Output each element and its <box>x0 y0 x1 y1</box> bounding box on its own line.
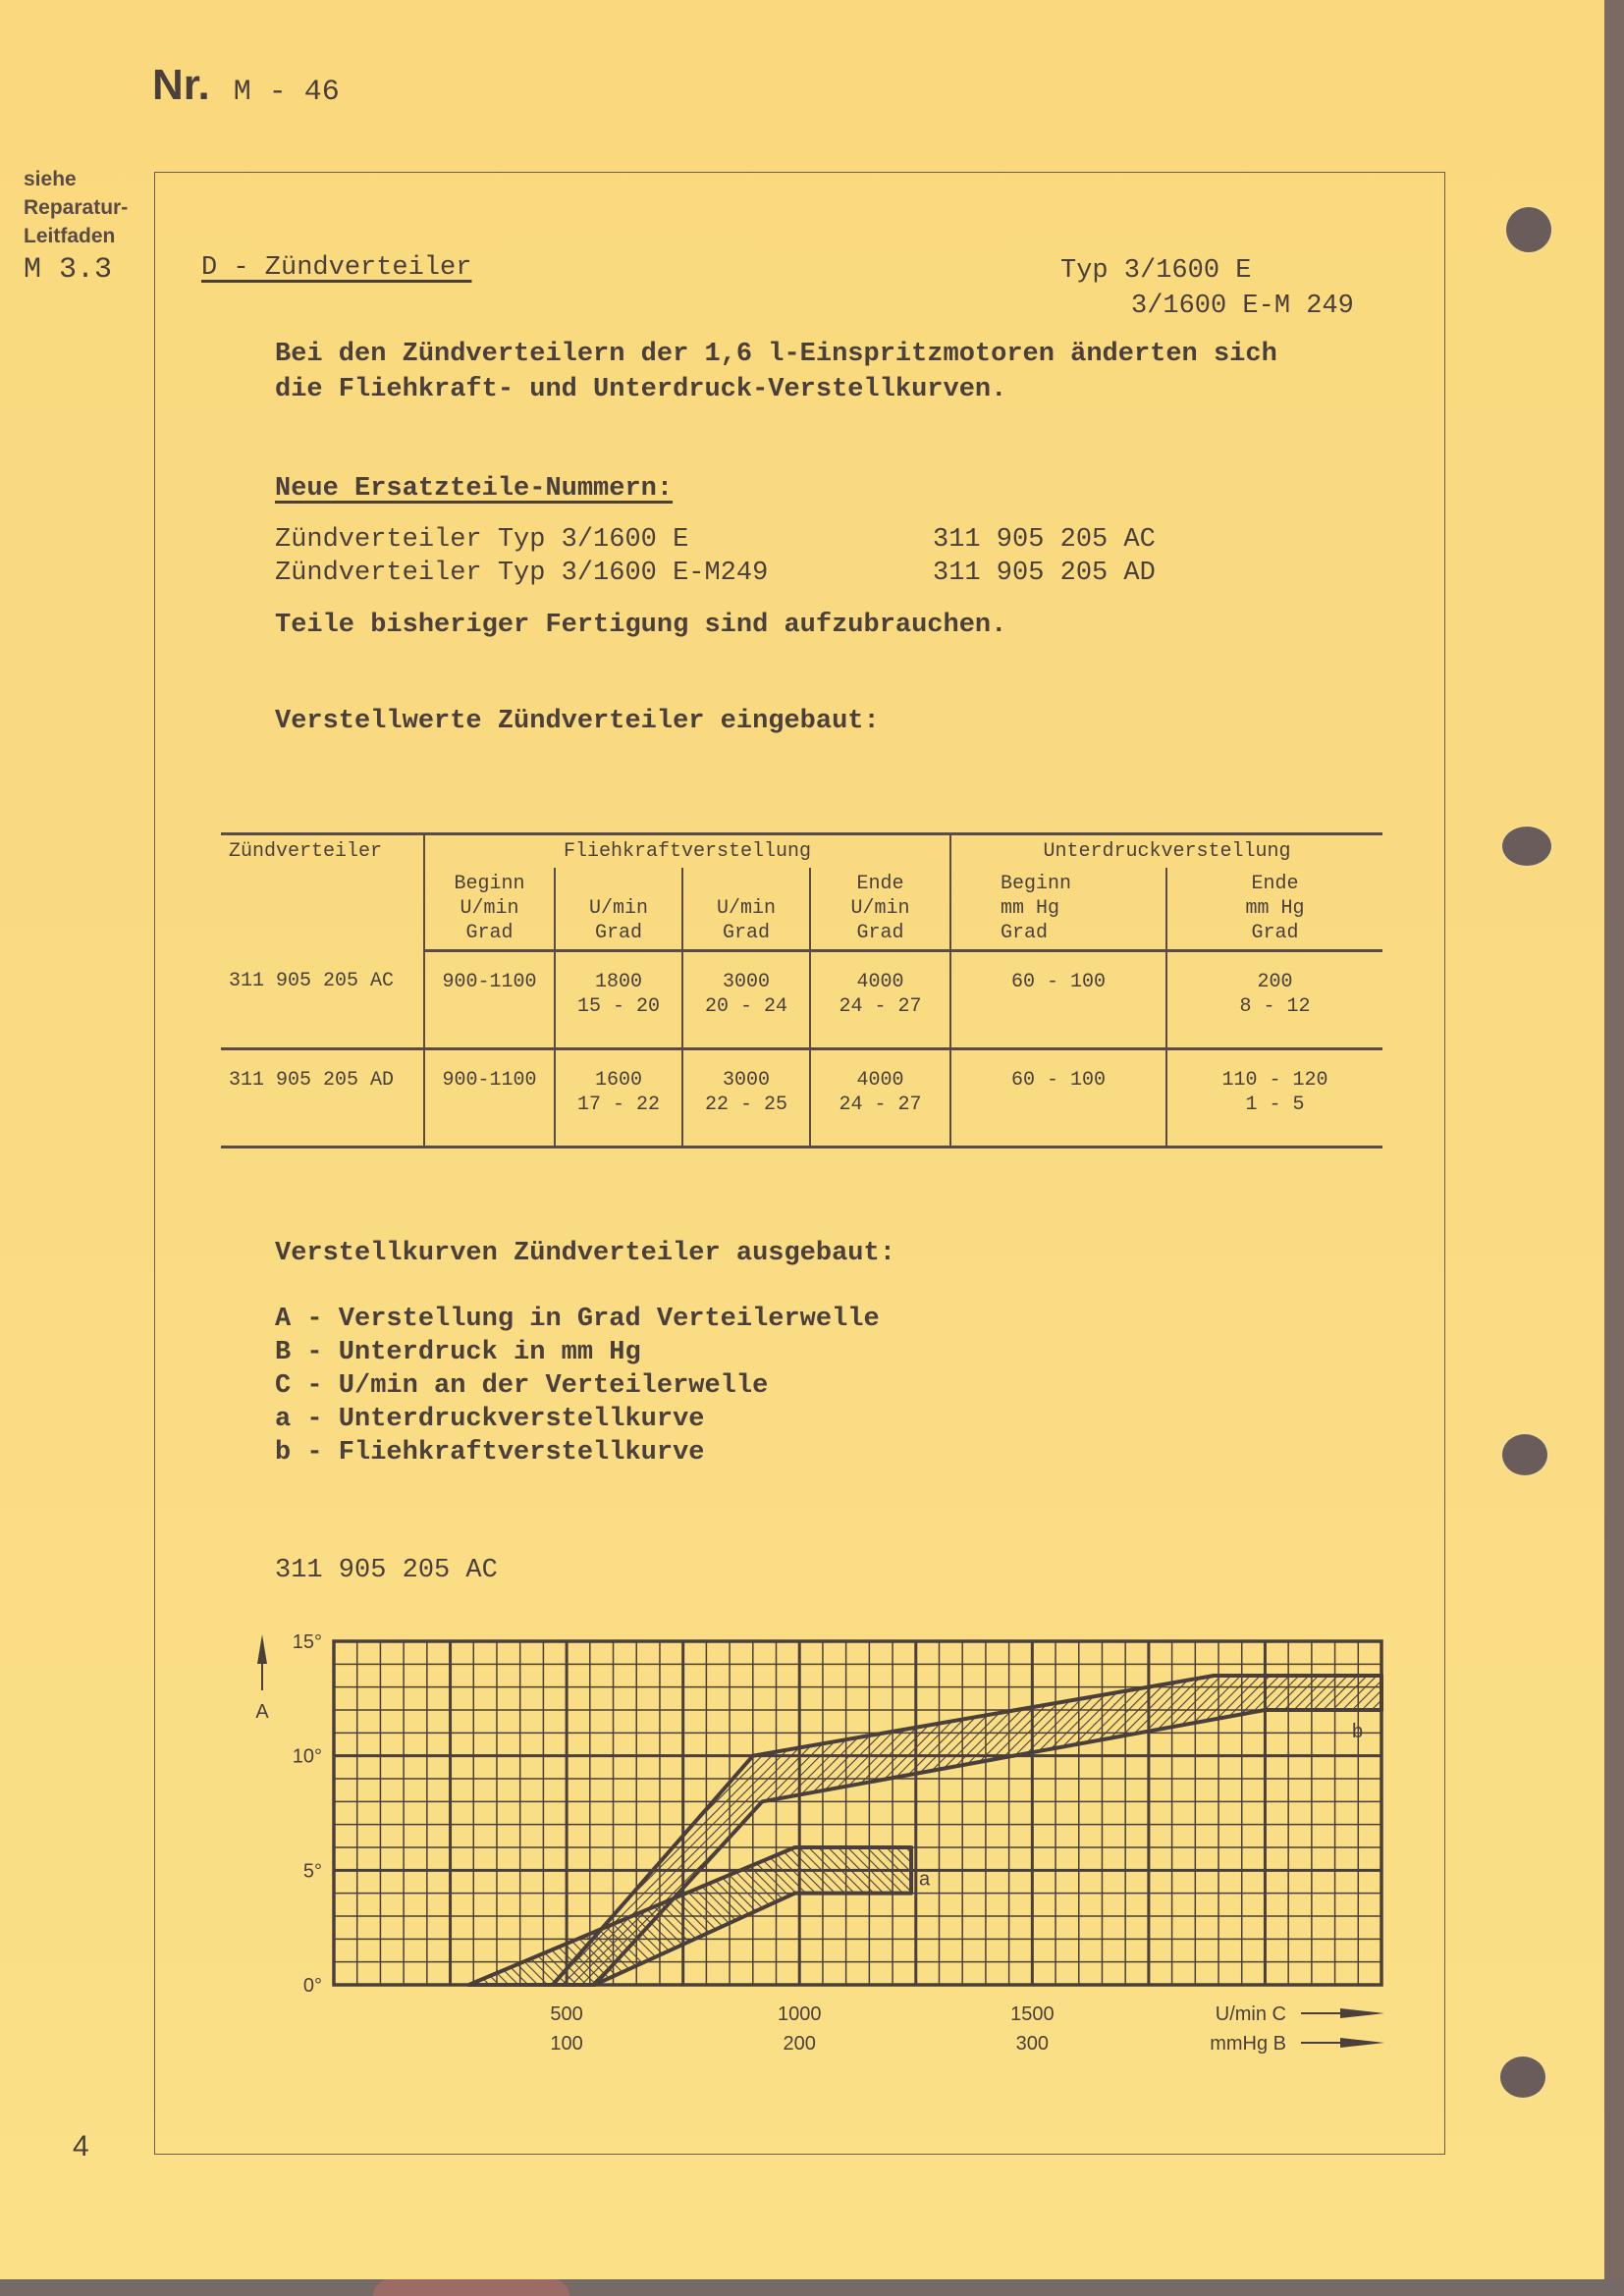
y-axis-label: A <box>255 1701 269 1723</box>
section-title: D - Zündverteiler <box>201 253 472 283</box>
table-heading: Verstellwerte Zündverteiler eingebaut: <box>275 707 880 736</box>
table-cell: 110 - 120 1 - 5 <box>1166 1049 1382 1148</box>
subheader-cell: U/min Grad <box>682 868 810 951</box>
table-cell: 1600 17 - 22 <box>555 1049 682 1148</box>
table-cell: 4000 24 - 27 <box>810 1049 950 1148</box>
page-number: 4 <box>73 2130 89 2163</box>
table-cell: 900-1100 <box>424 951 555 1049</box>
legend-item: b - Fliehkraftverstellkurve <box>275 1438 705 1468</box>
table-cell: 200 8 - 12 <box>1166 951 1382 1049</box>
margin-note-line: Reparatur- <box>24 196 129 219</box>
margin-note-line: Leitfaden <box>24 225 116 247</box>
y-tick-label: 15° <box>292 1631 322 1653</box>
y-tick-label: 10° <box>292 1745 322 1768</box>
margin-note-line: siehe <box>24 168 77 190</box>
nr-value: M - 46 <box>233 76 340 109</box>
table-cell: 3000 22 - 25 <box>682 1049 810 1148</box>
x-tick-label: 500 <box>550 2003 583 2025</box>
parts-heading: Neue Ersatzteile-Nummern: <box>275 474 674 504</box>
legend-item: a - Unterdruckverstellkurve <box>275 1405 705 1434</box>
chart-title: 311 905 205 AC <box>275 1556 498 1585</box>
part-number: 311 905 205 AD <box>933 559 1156 588</box>
arrow-right-icon <box>1340 2038 1384 2048</box>
subheader-cell: Beginn mm Hg Grad <box>950 868 1166 951</box>
subheader-cell: Ende mm Hg Grad <box>1166 868 1382 951</box>
table-cell: 60 - 100 <box>950 951 1166 1049</box>
legend-item: B - Unterdruck in mm Hg <box>275 1338 641 1367</box>
parts-note: Teile bisheriger Fertigung sind aufzubrauchen. <box>275 611 1007 640</box>
table-cell: 4000 24 - 27 <box>810 951 950 1049</box>
subheader-cell: Ende U/min Grad <box>810 868 950 951</box>
type-line: Typ 3/1600 E <box>1060 256 1252 286</box>
margin-reference: M 3.3 <box>24 253 113 287</box>
x-tick-label-secondary: 100 <box>550 2033 583 2055</box>
legend-item: A - Verstellung in Grad Verteilerwelle <box>275 1305 880 1334</box>
header-distributor: Zündverteiler <box>221 834 424 951</box>
band-label-b: b <box>1352 1721 1364 1742</box>
x-tick-label-secondary: 300 <box>1015 2033 1050 2055</box>
y-tick-label: 0° <box>302 1975 322 1997</box>
arrow-right-icon <box>1340 2008 1384 2018</box>
x-tick-label: 1500 <box>1010 2003 1055 2025</box>
arrow-up-icon <box>257 1634 267 1664</box>
table-cell: 900-1100 <box>424 1049 555 1148</box>
table-cell: 1800 15 - 20 <box>555 951 682 1049</box>
y-tick-label: 5° <box>302 1860 322 1883</box>
part-number: 311 905 205 AC <box>933 525 1156 555</box>
subheader-cell: U/min Grad <box>555 868 682 951</box>
x-axis-label-vacuum: mmHg B <box>1210 2033 1286 2055</box>
intro-paragraph: Bei den Zündverteilern der 1,6 l-Einspritzmotoren änderten sich die Fliehkraft- und Unterdruck-Verstellkurven. <box>275 340 1277 404</box>
curves-heading: Verstellkurven Zündverteiler ausgebaut: <box>275 1239 895 1268</box>
legend-item: C - U/min an der Verteilerwelle <box>275 1371 769 1401</box>
table-cell: 3000 20 - 24 <box>682 951 810 1049</box>
table-cell: 60 - 100 <box>950 1049 1166 1148</box>
row-part: 311 905 205 AD <box>221 1049 424 1148</box>
header-vacuum: Unterdruckverstellung <box>950 834 1382 869</box>
type-line: 3/1600 E-M 249 <box>1131 292 1354 321</box>
part-name: Zündverteiler Typ 3/1600 E <box>275 525 689 555</box>
header-centrifugal: Fliehkraftverstellung <box>424 834 950 869</box>
part-name: Zündverteiler Typ 3/1600 E-M249 <box>275 559 769 588</box>
band-label-a: a <box>919 1868 931 1891</box>
x-axis-label-rpm: U/min C <box>1215 2003 1286 2025</box>
x-tick-label: 1000 <box>777 2003 822 2025</box>
x-tick-label-secondary: 200 <box>783 2033 816 2055</box>
row-part: 311 905 205 AC <box>221 951 424 1049</box>
nr-prefix: Nr. <box>152 61 210 109</box>
subheader-cell: Beginn U/min Grad <box>424 868 555 951</box>
